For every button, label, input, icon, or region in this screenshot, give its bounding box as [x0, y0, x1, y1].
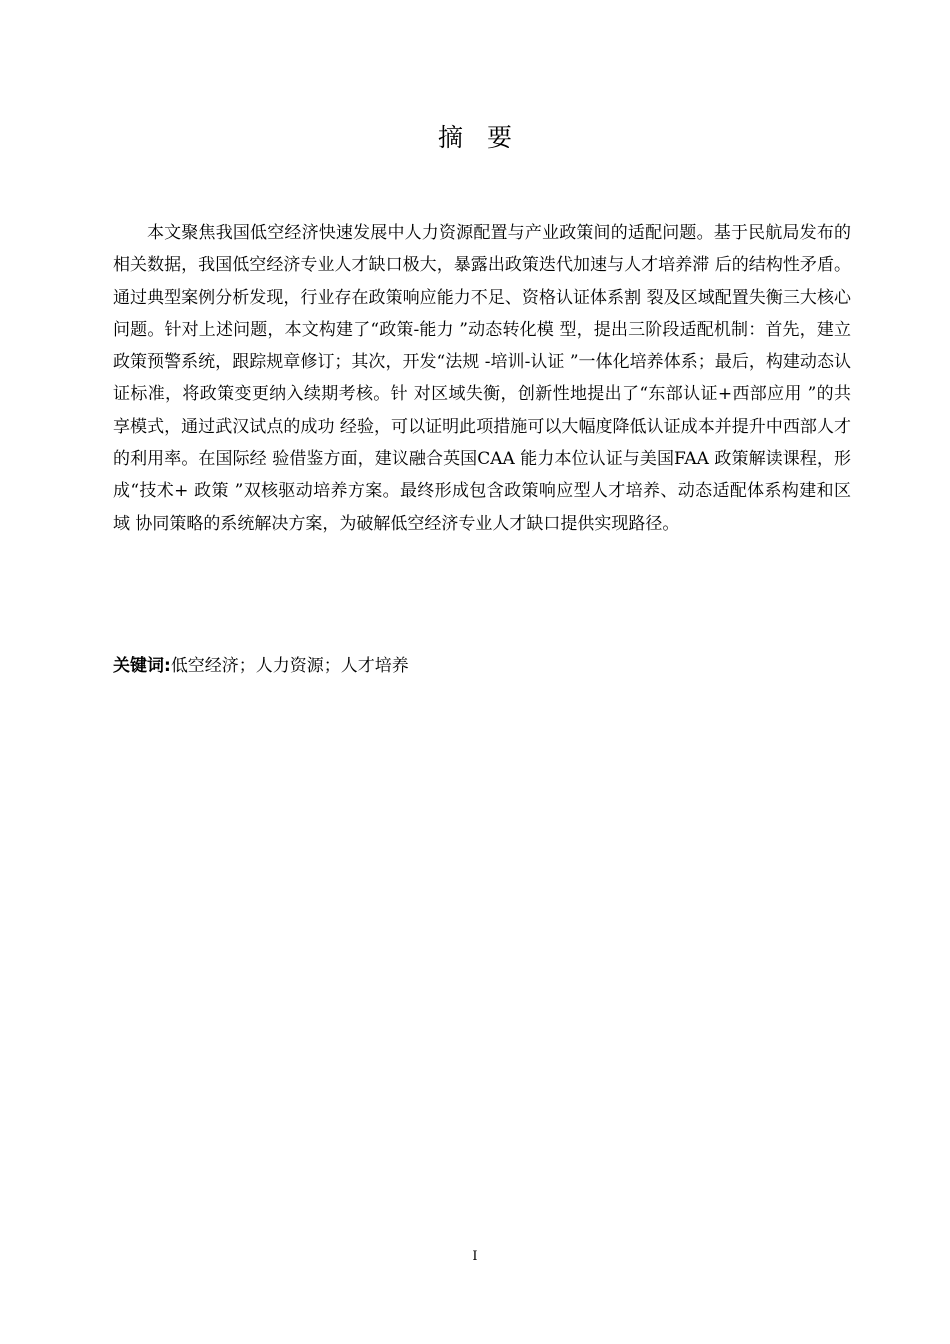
abstract-body: 本文聚焦我国低空经济快速发展中人力资源配置与产业政策间的适配问题。基于民航局发布的相关数据，我国低空经济专业人才缺口极大，暴露出政策迭代加速与人才培养滞 后的结构性矛盾。通过典型案例分析发现，行业存在政策响应能力不足、资格认证体系割 裂及区域配置失衡三大核心问题。针对上述问题，本文构建了“政策-能力 ”动态转化模 型，提出三阶段适配机制：首先，建立政策预警系统，跟踪规章修订；其次，开发“法规 -培训-认证 ”一体化培养体系；最后，构建动态认证标准，将政策变更纳入续期考核。针 对区域失衡，创新性地提出了“东部认证+西部应用 ”的共享模式，通过武汉试点的成功 经验，可以证明此项措施可以大幅度降低认证成本并提升中西部人才的利用率。在国际经 验借鉴方面，建议融合英国CAA 能力本位认证与美国FAA 政策解读课程，形成“技术+ 政策 ”双核驱动培养方案。最终形成包含政策响应型人才培养、动态适配体系构建和区域 协同策略的系统解决方案，为破解低空经济专业人才缺口提供实现路径。 — [113, 223, 851, 534]
keywords-value: 低空经济；人力资源；人才培养 — [170, 656, 409, 676]
keywords-line — [113, 651, 851, 681]
keywords-label: 关键词: — [113, 656, 171, 676]
page-title: 摘要 — [437, 123, 536, 152]
page-number: I — [472, 1249, 478, 1264]
